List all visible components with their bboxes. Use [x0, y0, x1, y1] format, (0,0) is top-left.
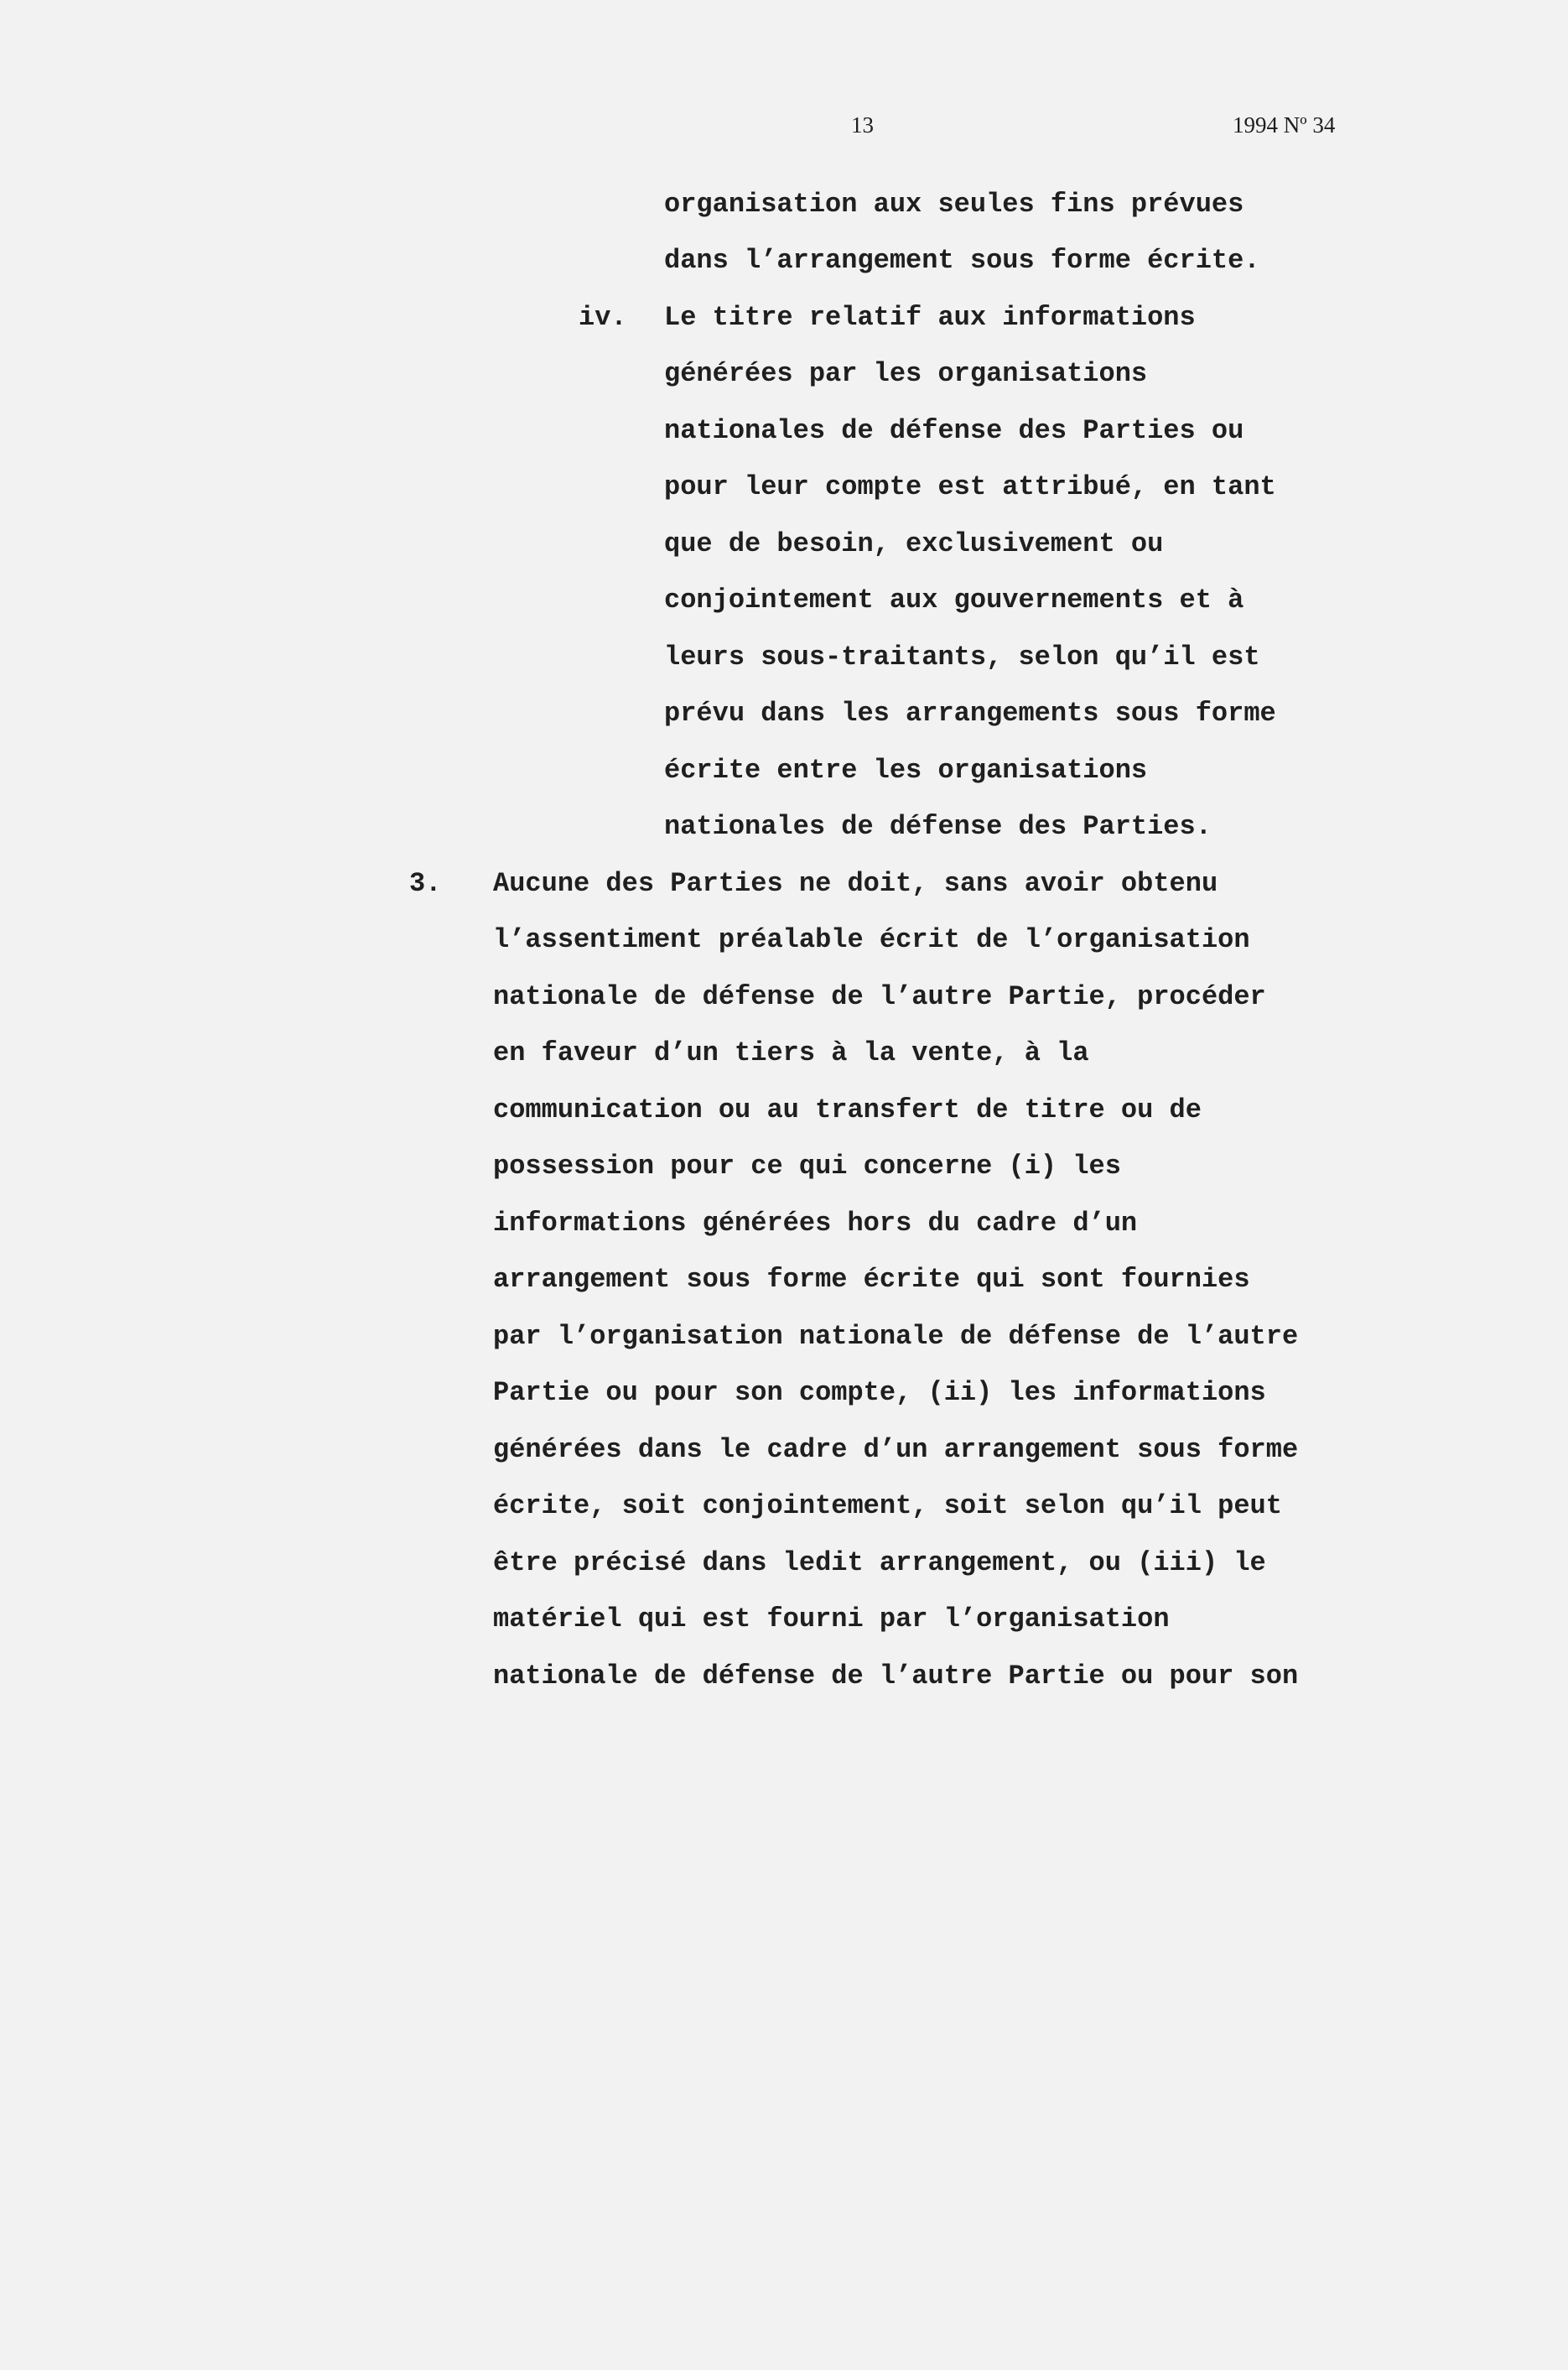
text-line: écrite, soit conjointement, soit selon qu’il peut [493, 1490, 1282, 1521]
text-line: conjointement aux gouvernements et à [664, 585, 1244, 616]
text-line: générées dans le cadre d’un arrangement sous forme [493, 1434, 1299, 1465]
text-line: organisation aux seules fins prévues [664, 189, 1244, 220]
text-line: pour leur compte est attribué, en tant [664, 471, 1276, 502]
text-line: par l’organisation nationale de défense de l’autre [493, 1321, 1299, 1352]
text-line: Le titre relatif aux informations [664, 302, 1196, 333]
text-line: arrangement sous forme écrite qui sont fournies [493, 1264, 1250, 1295]
text-line: écrite entre les organisations [664, 755, 1148, 786]
list-marker-3: 3. [409, 868, 442, 899]
text-line: nationale de défense de l’autre Partie, procéder [493, 981, 1266, 1012]
text-line: en faveur d’un tiers à la vente, à la [493, 1037, 1089, 1068]
text-line: l’assentiment préalable écrit de l’organisation [493, 924, 1250, 955]
text-line: possession pour ce qui concerne (i) les [493, 1151, 1121, 1182]
text-line: matériel qui est fourni par l’organisation [493, 1603, 1170, 1635]
text-line: générées par les organisations [664, 358, 1148, 389]
text-line: nationales de défense des Parties ou [664, 415, 1244, 446]
text-line: Aucune des Parties ne doit, sans avoir obtenu [493, 868, 1218, 899]
text-line: communication ou au transfert de titre ou de [493, 1094, 1202, 1125]
text-line: nationale de défense de l’autre Partie ou pour son [493, 1661, 1299, 1692]
list-marker-iv: iv. [579, 302, 627, 333]
page-number: 13 [851, 112, 874, 138]
text-line: prévu dans les arrangements sous forme [664, 698, 1276, 729]
text-line: informations générées hors du cadre d’un [493, 1208, 1138, 1239]
document-reference: 1994 Nº 34 [1233, 112, 1336, 138]
text-line: nationales de défense des Parties. [664, 811, 1212, 842]
text-line: Partie ou pour son compte, (ii) les informations [493, 1377, 1266, 1408]
text-line: dans l’arrangement sous forme écrite. [664, 245, 1260, 276]
text-line: être précisé dans ledit arrangement, ou (iii) le [493, 1547, 1266, 1578]
text-line: que de besoin, exclusivement ou [664, 528, 1164, 559]
text-line: leurs sous-traitants, selon qu’il est [664, 642, 1260, 673]
